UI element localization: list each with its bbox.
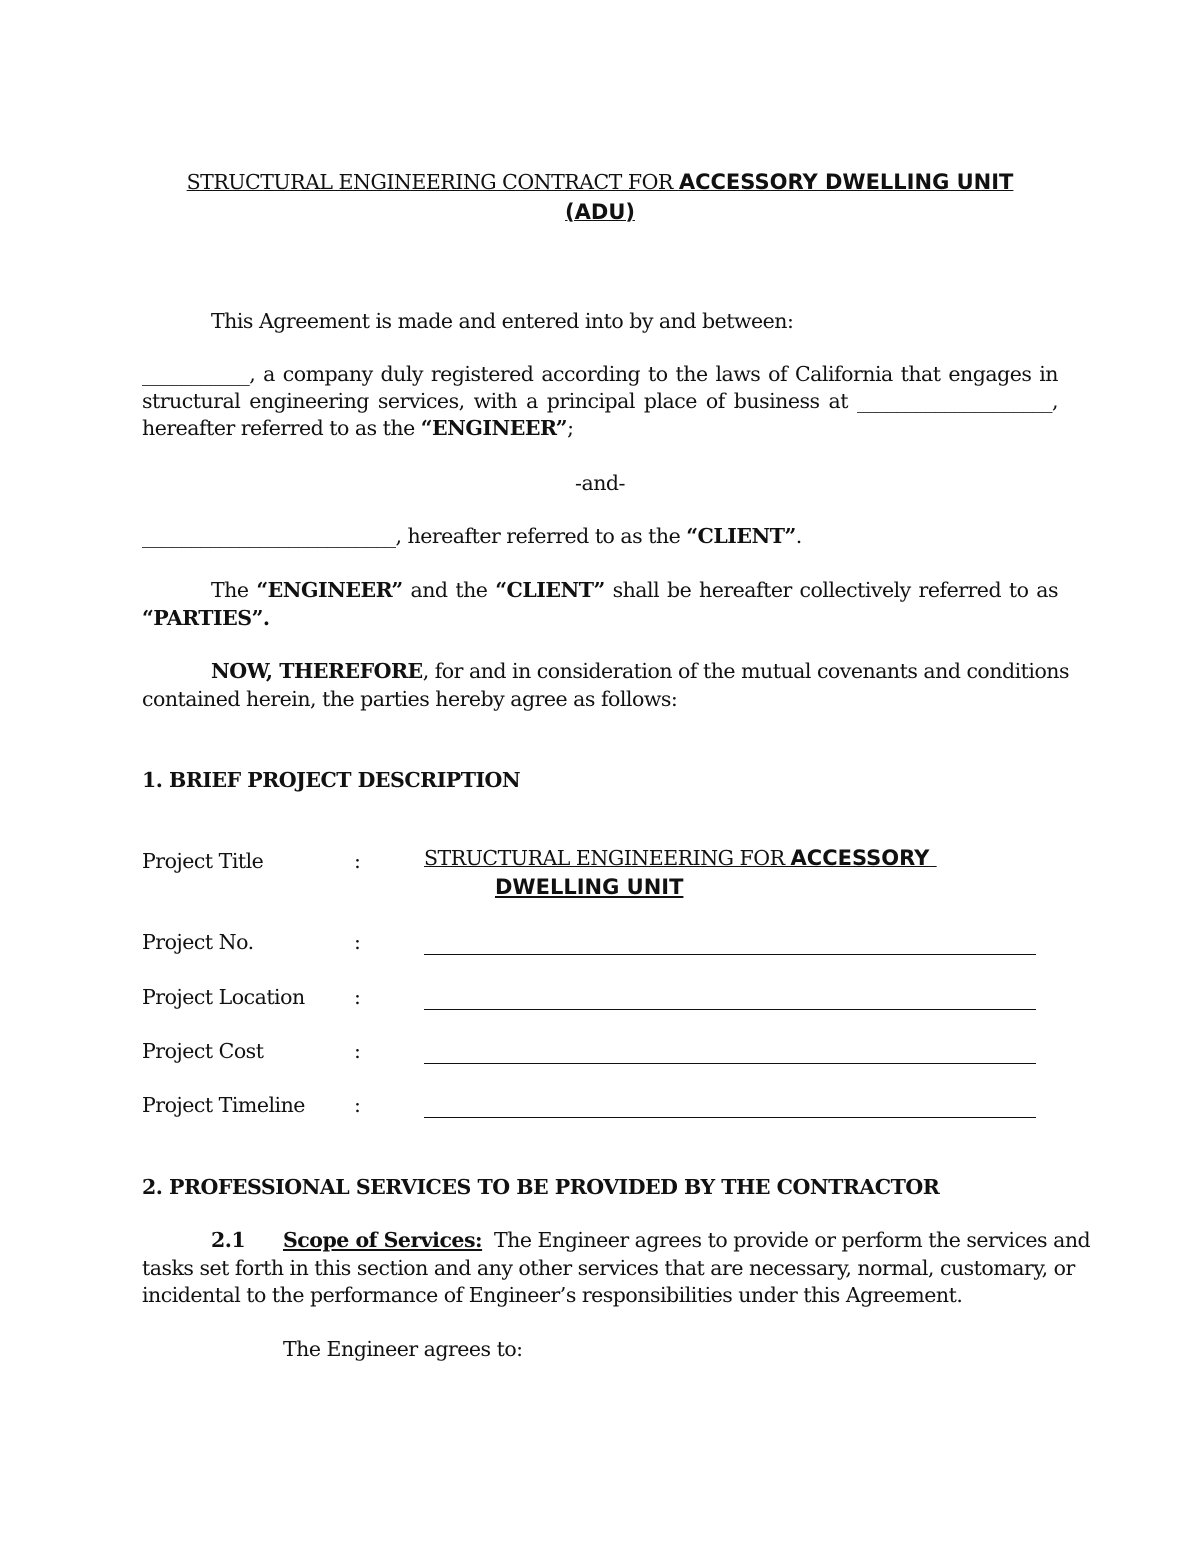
project-title-serif: STRUCTURAL ENGINEERING FOR — [424, 846, 791, 870]
parties-engineer: “ENGINEER” — [256, 578, 403, 602]
field-label-project-no: Project No. — [142, 930, 254, 954]
parties-text1: The — [211, 578, 257, 602]
project-cost-blank[interactable] — [424, 1063, 1036, 1064]
client-para — [142, 524, 802, 548]
field-label-project-cost: Project Cost — [142, 1039, 264, 1063]
client-para-period: . — [795, 524, 802, 548]
document-title — [142, 168, 1058, 228]
engineer-para-line2 — [142, 389, 1058, 413]
engineer-para-text3: hereafter referred to as the — [142, 416, 421, 440]
engineer-para-text2: structural engineering services, with a principal place of business at — [142, 389, 848, 413]
parties-client: “CLIENT” — [495, 578, 605, 602]
title-serif-part: STRUCTURAL ENGINEERING CONTRACT FOR — [186, 170, 679, 194]
field-colon: : — [354, 1039, 361, 1063]
intro-text: This Agreement is made and entered into by and between: — [211, 309, 794, 333]
parties-para-line1 — [211, 578, 1058, 602]
section2-1-title: Scope of Services: — [283, 1228, 483, 1252]
section2-1-line2: tasks set forth in this section and any other services that are necessary, normal, customary, or — [142, 1256, 1075, 1280]
project-title-sans1: ACCESSORY — [790, 846, 930, 870]
parties-label: “PARTIES”. — [142, 606, 270, 630]
and-separator: -and- — [575, 471, 625, 495]
now-para-line1 — [211, 659, 1070, 683]
parties-text2: and the — [402, 578, 496, 602]
engineer-address-blank: ____________________ — [856, 389, 1052, 413]
project-timeline-blank[interactable] — [424, 1117, 1036, 1118]
section2-heading: 2. PROFESSIONAL SERVICES TO BE PROVIDED BY THE CONTRACTOR — [142, 1175, 940, 1199]
client-name-blank: __________________________ — [142, 524, 396, 548]
now-para-text1: , for and in consideration of the mutual covenants and conditions — [422, 659, 1070, 683]
field-label-project-timeline: Project Timeline — [142, 1093, 305, 1117]
parties-text3: shall be hereafter collectively referred to as — [604, 578, 1059, 602]
engineer-para-semicolon: ; — [567, 416, 574, 440]
field-colon: : — [354, 930, 361, 954]
engineer-label: “ENGINEER” — [420, 416, 568, 440]
now-para-line2: contained herein, the parties hereby agree as follows: — [142, 687, 678, 711]
field-label-project-title: Project Title — [142, 849, 264, 873]
engineer-para-comma: , — [1051, 389, 1058, 413]
field-colon: : — [354, 1093, 361, 1117]
project-title-value-line1 — [424, 846, 937, 870]
now-therefore: NOW, THEREFORE — [211, 659, 423, 683]
title-sans-part: ACCESSORY DWELLING UNIT — [678, 170, 1014, 194]
title-line2: (ADU) — [565, 200, 635, 224]
client-label: “CLIENT” — [686, 524, 796, 548]
field-colon: : — [354, 985, 361, 1009]
section1-heading: 1. BRIEF PROJECT DESCRIPTION — [142, 768, 521, 792]
section2-1-line3: incidental to the performance of Engineer’s responsibilities under this Agreement. — [142, 1283, 963, 1307]
client-para-text: , hereafter referred to as the — [395, 524, 687, 548]
field-colon: : — [354, 849, 361, 873]
section2-1-number: 2.1 — [211, 1228, 246, 1252]
project-location-blank[interactable] — [424, 1009, 1036, 1010]
section2-1-line1: The Engineer agrees to provide or perform the services and — [494, 1228, 1091, 1252]
engineer-name-blank: ___________ — [142, 362, 250, 386]
engineer-para-line1 — [142, 362, 1058, 386]
engineer-para-line3 — [142, 416, 574, 440]
engineer-agrees-text: The Engineer agrees to: — [283, 1337, 523, 1361]
project-no-blank[interactable] — [424, 954, 1036, 955]
field-label-project-location: Project Location — [142, 985, 305, 1009]
engineer-para-text1: , a company duly registered according to the laws of California that engages in — [249, 362, 1058, 386]
project-title-value-line2: DWELLING UNIT — [495, 875, 684, 899]
